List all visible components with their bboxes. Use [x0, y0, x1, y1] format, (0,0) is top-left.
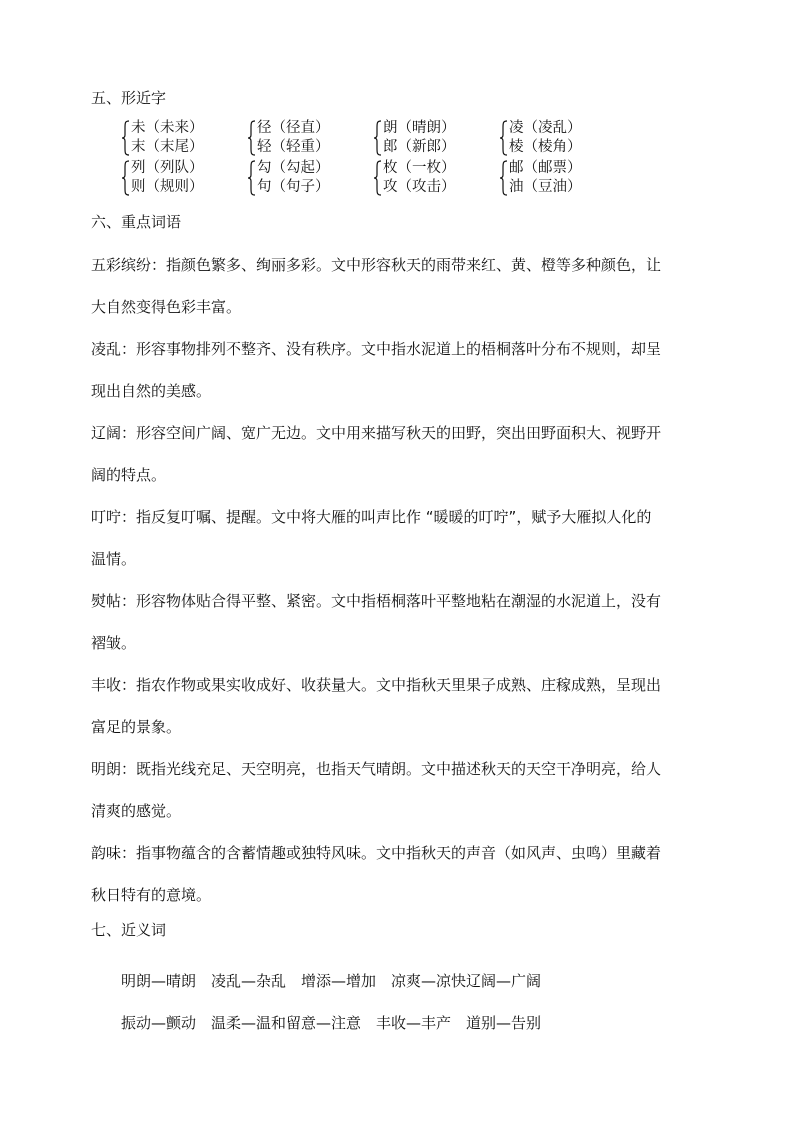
char-pair-group — [373, 120, 456, 156]
char-top: 枚（一枚） — [383, 160, 456, 176]
synonym-line: 明朗—晴朗 凌乱—杂乱 增添—增加 凉爽—凉快辽阔—广阔 — [121, 972, 542, 990]
term-line: 丰收：指农作物或果实收成好、收获量大。文中指秋天里果子成熟、庄稼成熟，呈现出 — [91, 676, 662, 694]
synonyms-list — [121, 960, 721, 1044]
char-pair-group — [121, 120, 204, 156]
brace-icon — [499, 120, 508, 156]
term-entry — [91, 748, 711, 832]
key-words-list — [91, 244, 711, 916]
char-top: 凌（凌乱） — [509, 120, 582, 136]
char-top: 邮（邮票） — [509, 160, 582, 176]
char-pair-group — [247, 160, 330, 196]
char-pair-group — [247, 120, 330, 156]
brace-icon — [121, 160, 130, 196]
term-line: 熨帖：形容物体贴合得平整、紧密。文中指梧桐落叶平整地粘在潮湿的水泥道上，没有 — [91, 592, 662, 610]
char-bottom: 则（规则） — [131, 179, 204, 195]
brace-icon — [499, 160, 508, 196]
section-title-key-words: 六、重点词语 — [91, 213, 182, 231]
brace-icon — [247, 120, 256, 156]
char-row-1 — [121, 120, 641, 160]
char-bottom: 末（末尾） — [131, 139, 204, 155]
char-top: 列（列队） — [131, 160, 204, 176]
term-line: 叮咛：指反复叮嘱、提醒。文中将大雁的叫声比作 “暖暖的叮咛”，赋予大雁拟人化的 — [91, 508, 652, 526]
term-entry — [91, 412, 711, 496]
brace-icon — [247, 160, 256, 196]
char-top: 勾（勾起） — [257, 160, 330, 176]
term-line: 温情。 — [91, 550, 137, 568]
char-bottom: 轻（轻重） — [257, 139, 330, 155]
term-line: 五彩缤纷：指颜色繁多、绚丽多彩。文中形容秋天的雨带来红、黄、橙等多种颜色，让 — [91, 256, 662, 274]
char-pair-group — [499, 160, 582, 196]
term-line: 凌乱：形容事物排列不整齐、没有秩序。文中指水泥道上的梧桐落叶分布不规则，却呈 — [91, 340, 662, 358]
char-pair-group — [121, 160, 204, 196]
char-top: 未（未来） — [131, 120, 204, 136]
char-pair-group — [499, 120, 582, 156]
char-bottom: 句（句子） — [257, 179, 330, 195]
term-entry — [91, 580, 711, 664]
term-line: 大自然变得色彩丰富。 — [91, 298, 242, 316]
char-row-2 — [121, 160, 641, 200]
char-pair-group — [373, 160, 456, 196]
similar-chars-grid — [121, 120, 641, 200]
char-bottom: 攻（攻击） — [383, 179, 456, 195]
term-entry — [91, 664, 711, 748]
char-top: 朗（晴朗） — [383, 120, 456, 136]
term-line: 现出自然的美感。 — [91, 382, 212, 400]
brace-icon — [373, 160, 382, 196]
section-title-similar-chars: 五、形近字 — [91, 89, 167, 107]
term-line: 褶皱。 — [91, 634, 137, 652]
char-bottom: 郎（新郎） — [383, 139, 456, 155]
term-line: 韵味：指事物蕴含的含蓄情趣或独特风味。文中指秋天的声音（如风声、虫鸣）里藏着 — [91, 844, 662, 862]
term-entry — [91, 328, 711, 412]
term-entry — [91, 244, 711, 328]
synonym-line: 振动—颤动 温柔—温和留意—注意 丰收—丰产 道别—告别 — [121, 1014, 542, 1032]
brace-icon — [121, 120, 130, 156]
char-bottom: 油（豆油） — [509, 179, 582, 195]
term-line: 富足的景象。 — [91, 718, 182, 736]
char-top: 径（径直） — [257, 120, 330, 136]
term-line: 辽阔：形容空间广阔、宽广无边。文中用来描写秋天的田野，突出田野面积大、视野开 — [91, 424, 662, 442]
term-line: 明朗：既指光线充足、天空明亮，也指天气晴朗。文中描述秋天的天空干净明亮，给人 — [91, 760, 662, 778]
term-line: 阔的特点。 — [91, 466, 167, 484]
char-bottom: 棱（棱角） — [509, 139, 582, 155]
section-title-synonyms: 七、近义词 — [91, 921, 167, 939]
term-entry — [91, 832, 711, 916]
term-line: 秋日特有的意境。 — [91, 886, 212, 904]
brace-icon — [373, 120, 382, 156]
term-line: 清爽的感觉。 — [91, 802, 182, 820]
term-entry — [91, 496, 711, 580]
